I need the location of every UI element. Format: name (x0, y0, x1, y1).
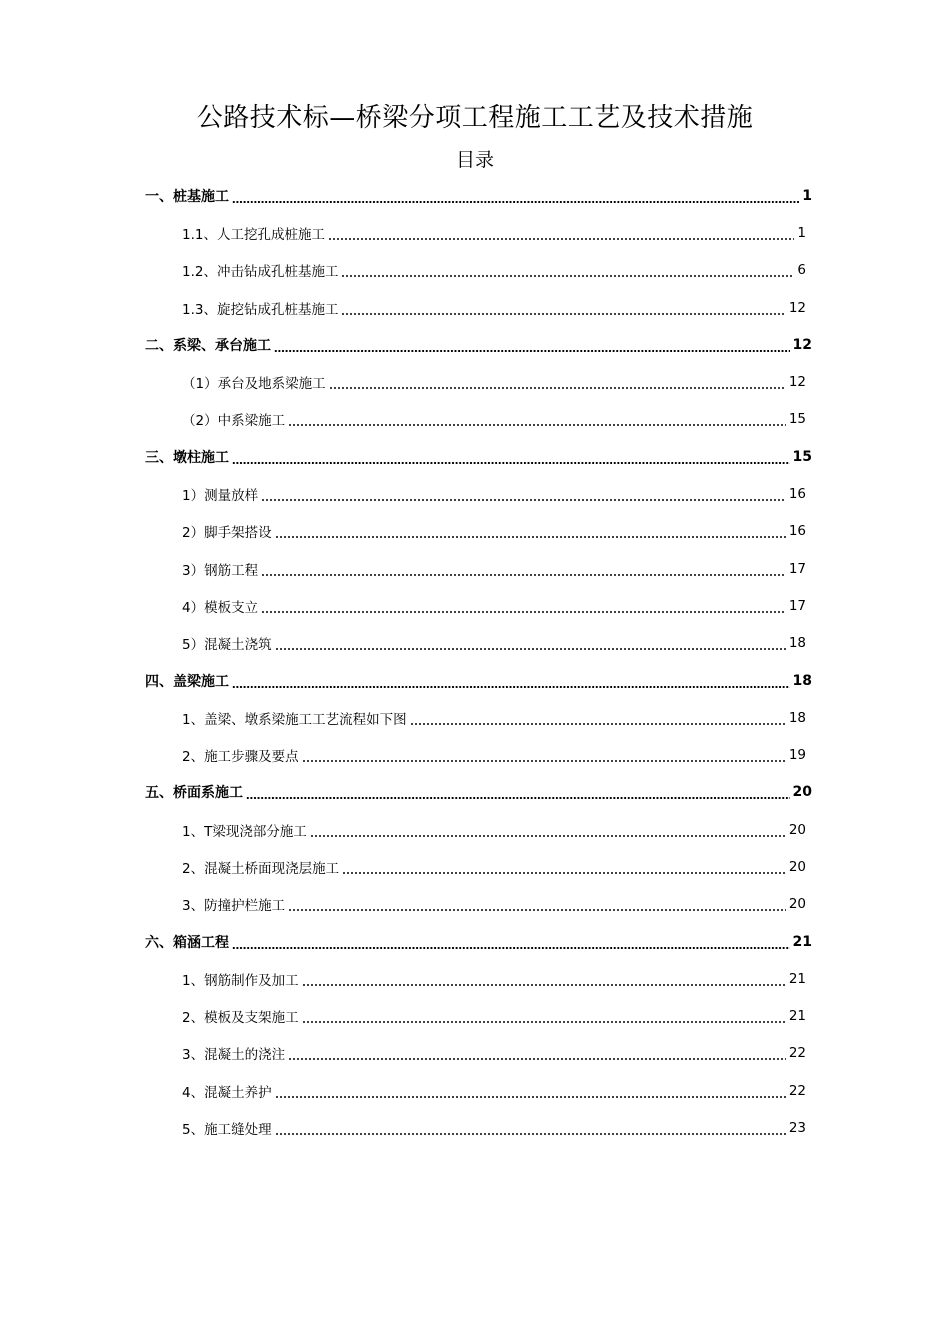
toc-page-number: 22 (788, 1045, 806, 1062)
toc-dot-leader (261, 564, 786, 578)
toc-dot-leader (275, 526, 786, 540)
toc-subsection-entry[interactable] (0, 736, 950, 773)
toc-page-number: 17 (788, 560, 806, 577)
toc-section-entry[interactable] (0, 326, 950, 363)
toc-subsection-entry[interactable] (0, 699, 950, 736)
toc-entry-title: 5）混凝土浇筑 (182, 637, 272, 654)
toc-page-number: 21 (788, 1008, 806, 1025)
document-title: 公路技术标—桥梁分项工程施工工艺及技术措施 (196, 103, 754, 133)
toc-subsection-entry[interactable] (0, 363, 950, 400)
toc-entry-title: 3、防撞护栏施工 (182, 898, 286, 915)
toc-entry-title: 2）脚手架搭设 (182, 525, 272, 542)
toc-dot-leader (246, 787, 790, 801)
toc-entry-title: （1）承台及地系梁施工 (182, 376, 326, 393)
toc-entry-title: 1、钢筋制作及加工 (182, 972, 299, 989)
toc-page-number: 12 (788, 299, 806, 316)
toc-entry-title: 2、混凝土桥面现浇层施工 (182, 860, 340, 877)
toc-page-number: 17 (788, 597, 806, 614)
toc-section-entry[interactable] (0, 177, 950, 214)
toc-entry-title: 4、混凝土养护 (182, 1084, 272, 1101)
toc-page-number: 20 (788, 896, 806, 913)
toc-dot-leader (274, 340, 790, 354)
toc-dot-leader (302, 1011, 786, 1025)
toc-dot-leader (302, 750, 786, 764)
toc-entry-title: （2）中系梁施工 (182, 413, 286, 430)
toc-subsection-entry[interactable] (0, 625, 950, 662)
toc-subsection-entry[interactable] (0, 401, 950, 438)
toc-dot-leader (410, 713, 786, 727)
toc-entry-title: 3）钢筋工程 (182, 562, 259, 579)
toc-entry-title: 2、施工步骤及要点 (182, 749, 299, 766)
toc-page-number: 19 (788, 747, 806, 764)
toc-page-number: 21 (792, 933, 812, 950)
toc-entry-title: 5、施工缝处理 (182, 1122, 272, 1139)
toc-section-entry[interactable] (0, 923, 950, 960)
toc-subsection-entry[interactable] (0, 214, 950, 251)
toc-page-number: 20 (792, 784, 812, 801)
toc-entry-title: 三、墩柱施工 (145, 449, 229, 466)
toc-page-number: 6 (797, 262, 806, 279)
toc-entry-title: 1、T梁现浇部分施工 (182, 823, 307, 840)
toc-dot-leader (288, 414, 786, 428)
toc-dot-leader (261, 489, 786, 503)
toc-entry-title: 1.3、旋挖钻成孔桩基施工 (182, 301, 339, 318)
toc-subsection-entry[interactable] (0, 1072, 950, 1109)
toc-page-number: 23 (788, 1120, 806, 1137)
toc-dot-leader (341, 265, 794, 279)
toc-entry-title: 3、混凝土的浇注 (182, 1047, 286, 1064)
toc-dot-leader (232, 452, 790, 466)
toc-entry-title: 一、桩基施工 (145, 188, 229, 205)
toc-entry-title: 二、系梁、承台施工 (145, 337, 271, 354)
toc-entry-title: 四、盖梁施工 (145, 673, 229, 690)
toc-dot-leader (232, 937, 790, 951)
toc-section-entry[interactable] (0, 662, 950, 699)
toc-subsection-entry[interactable] (0, 848, 950, 885)
toc-subsection-entry[interactable] (0, 587, 950, 624)
toc-page-number: 1 (797, 224, 806, 241)
toc-subsection-entry[interactable] (0, 513, 950, 550)
toc-dot-leader (310, 825, 786, 839)
toc-subsection-entry[interactable] (0, 1109, 950, 1146)
toc-page-number: 1 (802, 187, 812, 204)
toc-dot-leader (329, 377, 786, 391)
toc-subsection-entry[interactable] (0, 289, 950, 326)
toc-subsection-entry[interactable] (0, 960, 950, 997)
toc-dot-leader (341, 303, 785, 317)
toc-page-number: 18 (788, 635, 806, 652)
toc-page-number: 21 (788, 970, 806, 987)
toc-dot-leader (275, 1123, 786, 1137)
toc-section-entry[interactable] (0, 438, 950, 475)
toc-page-number: 12 (788, 374, 806, 391)
toc-subsection-entry[interactable] (0, 998, 950, 1035)
toc-page-number: 15 (788, 411, 806, 428)
toc-page-number: 18 (788, 709, 806, 726)
toc-page-number: 16 (788, 523, 806, 540)
toc-subsection-entry[interactable] (0, 252, 950, 289)
toc-entry-title: 2、模板及支架施工 (182, 1010, 299, 1027)
toc-dot-leader (342, 862, 786, 876)
toc-subsection-entry[interactable] (0, 886, 950, 923)
toc-page-number: 22 (788, 1082, 806, 1099)
toc-entry-title: 五、桥面系施工 (145, 785, 243, 802)
toc-entry-title: 1.1、人工挖孔成桩施工 (182, 226, 325, 243)
toc-entry-title: 1.2、冲击钻成孔桩基施工 (182, 264, 339, 281)
toc-page-number: 15 (792, 448, 812, 465)
toc-dot-leader (261, 601, 786, 615)
toc-subsection-entry[interactable] (0, 550, 950, 587)
toc-page-number: 20 (788, 821, 806, 838)
toc-page-number: 20 (788, 858, 806, 875)
toc-subsection-entry[interactable] (0, 1035, 950, 1072)
toc-dot-leader (275, 1086, 786, 1100)
toc-dot-leader (328, 228, 794, 242)
toc-page-number: 12 (792, 336, 812, 353)
toc-entry-title: 1、盖梁、墩系梁施工工艺流程如下图 (182, 711, 407, 728)
toc-subsection-entry[interactable] (0, 475, 950, 512)
toc-section-entry[interactable] (0, 774, 950, 811)
toc-dot-leader (302, 974, 786, 988)
toc-dot-leader (232, 191, 799, 205)
toc-dot-leader (288, 1048, 786, 1062)
toc-entry-title: 4）模板支立 (182, 599, 259, 616)
toc-dot-leader (232, 676, 790, 690)
toc-dot-leader (275, 638, 786, 652)
toc-entry-title: 1）测量放样 (182, 488, 259, 505)
toc-page-number: 18 (792, 672, 812, 689)
toc-entry-title: 六、箱涵工程 (145, 934, 229, 951)
toc-page-number: 16 (788, 486, 806, 503)
toc-dot-leader (288, 899, 786, 913)
table-of-contents (0, 177, 950, 1147)
toc-subsection-entry[interactable] (0, 811, 950, 848)
toc-heading: 目录 (455, 149, 494, 171)
